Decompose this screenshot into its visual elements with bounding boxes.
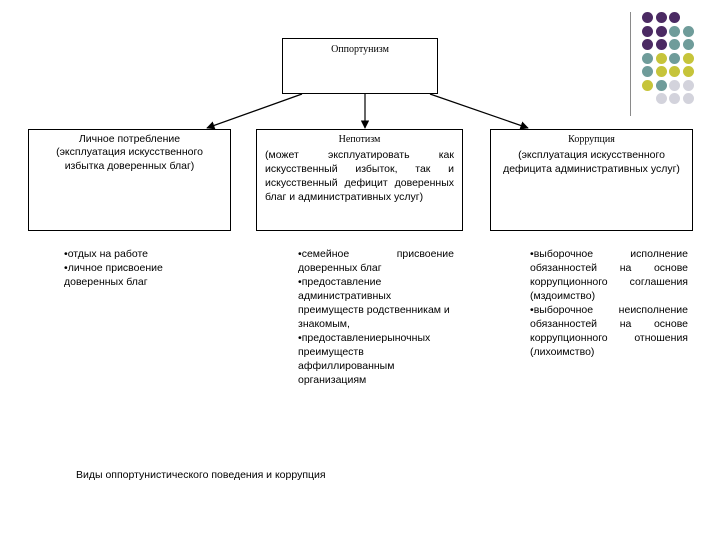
nepotism-box [256,129,463,231]
nepotism-description: (может эксплуатировать как искусственный избыток, так и искусственный дефицит доверенных благ и административных услуг) [265,149,454,203]
corruption-box [490,129,693,231]
list-item: • предоставлениерыночных преимуществ аффиллированным организациям [298,331,454,387]
nepotism-bullets [298,247,454,387]
personal-consumption-bullets [64,247,224,289]
list-item: • предоставление административных преимуществ родственникам и знакомым, [298,275,454,331]
personal-consumption-description: (эксплуатация искусственного избытка доверенных благ) [56,146,203,172]
opportunism-box [282,38,438,94]
corruption-bullets [530,247,688,359]
figure-caption: Виды оппортунистического поведения и коррупция [76,469,326,481]
opportunism-title: Оппортунизм [331,44,389,55]
list-item: • личное присвоение доверенных благ [64,261,224,289]
list-item: • выборочное неисполнение обязанностей на основе коррупционного отношения (лихоимство) [530,303,688,359]
list-item: • выборочное исполнение обязанностей на основе коррупционного соглашения (мздоимство) [530,247,688,303]
list-item: • отдых на работе [64,247,224,261]
arrow-to-corruption [430,94,528,128]
nepotism-heading: Непотизм [338,134,381,145]
personal-consumption-box [28,129,231,231]
corruption-description: (эксплуатация искусственного дефицита административных услуг) [503,149,680,175]
personal-consumption-heading: Личное потребление [78,133,181,145]
arrow-to-personal-consumption [207,94,302,128]
corruption-heading: Коррупция [568,134,615,145]
list-item: • семейное присвоение доверенных благ [298,247,454,275]
